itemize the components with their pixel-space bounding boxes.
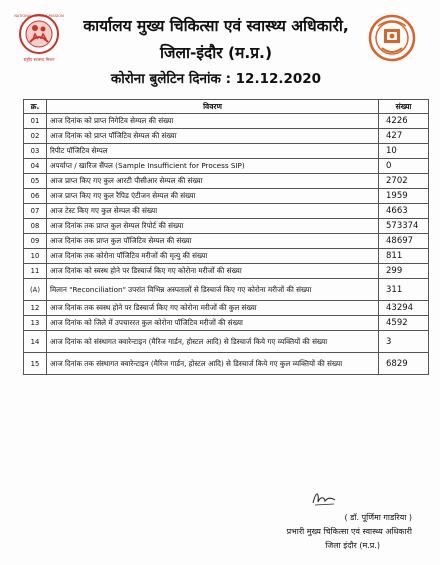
row-serial: 14 (24, 331, 47, 353)
signatory-office: जिला इंदौर (म.प्र.) (325, 541, 380, 550)
row-count: 43294 (379, 301, 429, 316)
bulletin-date-heading: कोरोना बुलेटिन दिनांक : 12.12.2020 (110, 71, 322, 87)
row-count: 0 (379, 159, 429, 174)
row-serial: 15 (24, 353, 47, 375)
table-row (24, 316, 429, 331)
row-serial: 02 (24, 129, 47, 144)
table-row (24, 189, 429, 204)
row-count: 573374 (379, 219, 429, 234)
row-serial: 11 (24, 264, 47, 279)
row-description: आज दिनांक को प्राप्त पॉजिटिव सेम्पल की संख्या (47, 129, 379, 144)
row-description: आज दिनांक को स्वस्थ होने पर डिस्चार्ज किए गए कोरोना मरीजों की संख्या (47, 264, 379, 279)
mp-govt-seal-logo (366, 12, 418, 68)
covid-bulletin-table (23, 99, 429, 375)
row-count: 6829 (379, 353, 429, 375)
row-serial: 12 (24, 301, 47, 316)
row-description: आज दिनांक तक प्राप्त कुल सेम्पल रिपोर्ट की संख्या (47, 219, 379, 234)
row-description: आज दिनांक को प्राप्त निगेटिव सेम्पल की संख्या (47, 114, 379, 129)
row-count: 48697 (379, 234, 429, 249)
nhm-logo-hindi: राष्ट्रीय स्वास्थ्य मिशन (23, 57, 55, 62)
row-description: आज दिनांक को संस्थागत क्वारेन्टाइन (मैरिज गार्डन, होस्टल आदि) से डिस्चार्ज किये गए व्यक्तियों की संख्या (47, 331, 379, 353)
row-serial: 09 (24, 234, 47, 249)
row-serial: 08 (24, 219, 47, 234)
row-description: आज दिनांक तक कोरोना पॉजिटिव मरीजों की मृत्यु की संख्या (47, 249, 379, 264)
row-serial: 01 (24, 114, 47, 129)
row-count: 10 (379, 144, 429, 159)
row-description: आज दिनांक तक प्राप्त कुल पॉजिटिव सेम्पल की संख्या (47, 234, 379, 249)
row-serial: 03 (24, 144, 47, 159)
row-serial: 06 (24, 189, 47, 204)
table-row (24, 174, 429, 189)
row-description: आज दिनांक को जिले में उपचाररत कुल कोरोना पॉजिटिव मरीजों की संख्या (47, 316, 379, 331)
row-serial: 07 (24, 204, 47, 219)
header-count: संख्या (379, 100, 429, 114)
row-serial: 05 (24, 174, 47, 189)
row-description: मिलान "Reconciliation" उपरांत विभिन्न अस्पतालों से डिस्चार्ज किए गए कोरोना मरीजों की संख्या (47, 279, 379, 301)
row-serial: 13 (24, 316, 47, 331)
row-count: 1959 (379, 189, 429, 204)
table-row (24, 234, 429, 249)
table-row (24, 301, 429, 316)
table-row (24, 204, 429, 219)
signatory-name: ( डॉ. पूर्णिमा गाडरिया ) (344, 513, 412, 522)
table-row (24, 129, 429, 144)
row-count: 3 (379, 331, 429, 353)
table-row (24, 159, 429, 174)
table-row (24, 264, 429, 279)
row-serial: (A) (24, 279, 47, 301)
header-serial: क्र. (24, 100, 47, 114)
row-description: आज प्राप्त किए गए कुल रैपिड एंटीजन सेम्पल की संख्या (47, 189, 379, 204)
table-row (24, 144, 429, 159)
row-count: 311 (379, 279, 429, 301)
nhm-logo-text: NATIONAL HEALTH MISSION (14, 14, 64, 18)
row-description: रिपीट पॉजिटिव सेम्पल (47, 144, 379, 159)
row-count: 2702 (379, 174, 429, 189)
table-row (24, 353, 429, 375)
table-row (24, 249, 429, 264)
office-title: कार्यालय मुख्य चिकित्सा एवं स्वास्थ्य अधिकारी, (83, 17, 349, 35)
row-count: 427 (379, 129, 429, 144)
table-row (24, 114, 429, 129)
signatory-designation: प्रभारी मुख्य चिकित्सा एवं स्वास्थ्य अधिकारी (286, 527, 412, 536)
row-description: आज दिनांक तक संस्थागत क्वारेन्टाइन (मैरिज गार्डन, होस्टल आदि) से डिस्चार्ज किये गए कुल व्यक्तियों की संख्या (47, 353, 379, 375)
row-serial: 04 (24, 159, 47, 174)
row-description: आज टेस्ट किए गए कुल सेम्पल की संख्या (47, 204, 379, 219)
header-description: विवरण (47, 100, 379, 114)
table-row (24, 219, 429, 234)
row-count: 4663 (379, 204, 429, 219)
row-count: 4226 (379, 114, 429, 129)
signature-scribble (310, 488, 338, 508)
row-count: 4592 (379, 316, 429, 331)
row-count: 299 (379, 264, 429, 279)
row-description: आज प्राप्त किए गए कुल आरटी पीसीआर सेम्पल की संख्या (47, 174, 379, 189)
nhm-logo (14, 12, 64, 68)
district-title: जिला-इंदौर (म.प्र.) (159, 44, 273, 62)
table-header-row (24, 100, 429, 114)
row-description: अपर्याप्त / खारिज सैंपल (Sample Insufficient for Process SIP) (47, 159, 379, 174)
table-row (24, 331, 429, 353)
row-description: आज दिनांक तक स्वस्थ होने पर डिस्चार्ज किए गए कोरोना मरीजों की कुल संख्या (47, 301, 379, 316)
table-row (24, 279, 429, 301)
row-count: 811 (379, 249, 429, 264)
row-serial: 10 (24, 249, 47, 264)
